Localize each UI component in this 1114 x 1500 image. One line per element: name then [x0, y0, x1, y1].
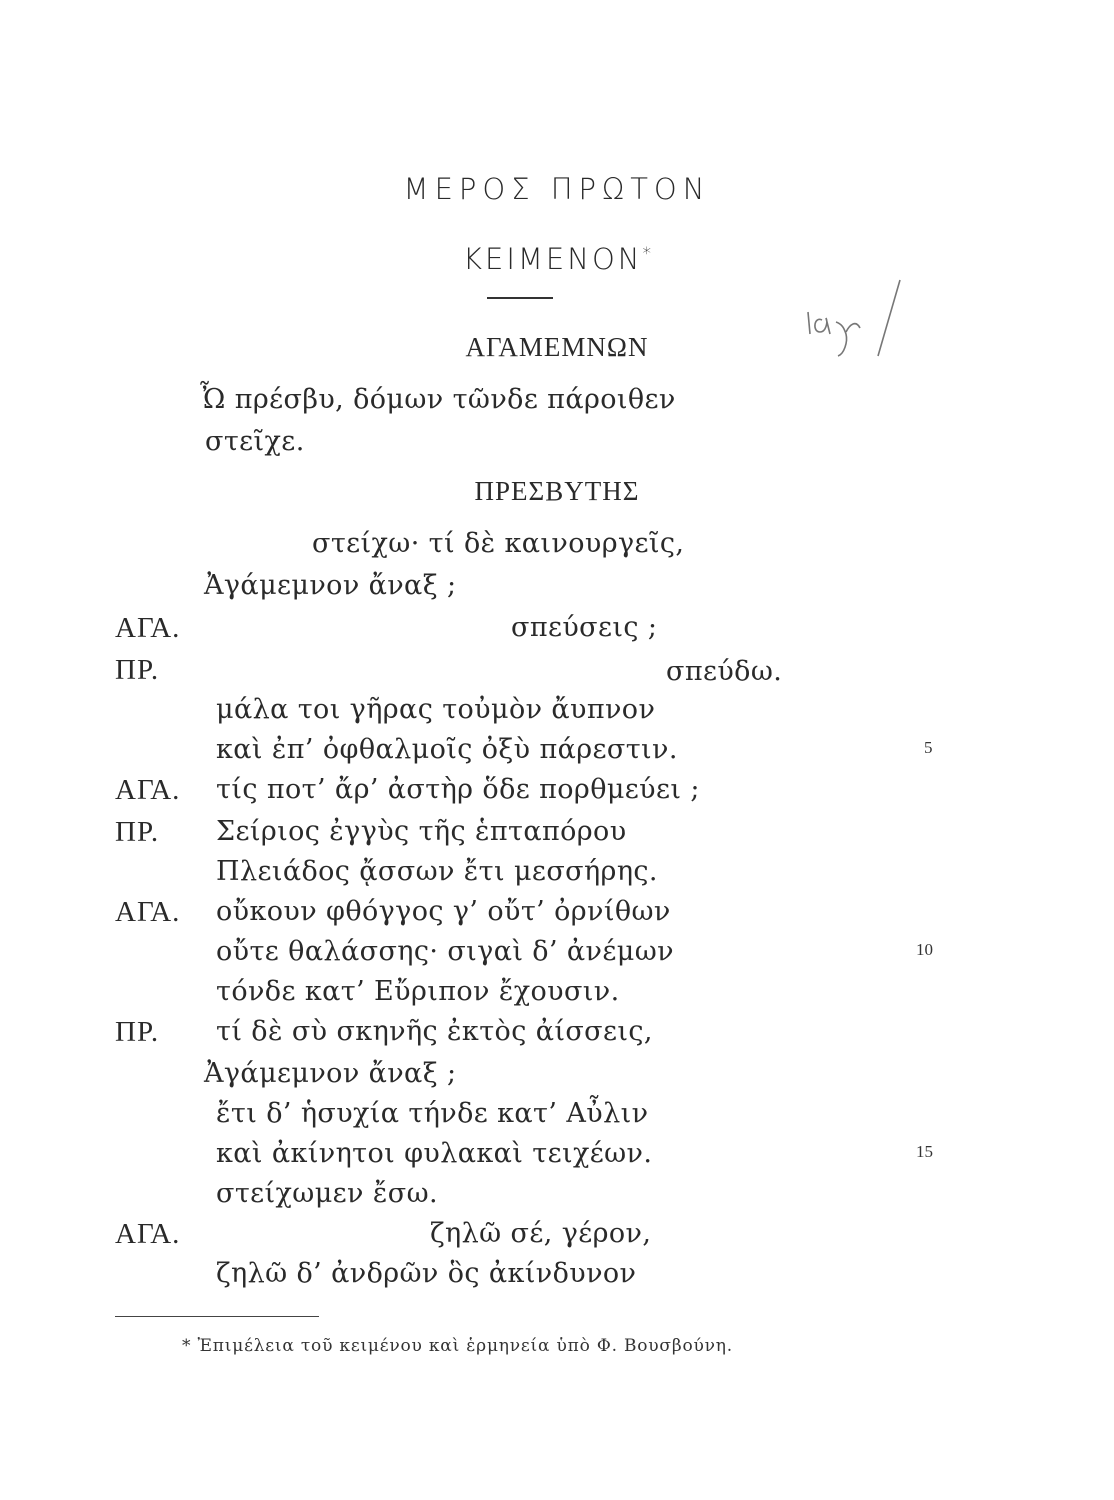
verse-line: τόνδε κατ’ Εὔριπον ἔχουσιν. — [216, 976, 620, 1007]
part-title: ΜΕΡΟΣ ΠΡΩΤΟΝ — [403, 172, 711, 206]
speaker-abbreviation: ΠΡ. — [115, 1016, 160, 1048]
verse-line: καὶ ἀκίνητοι φυλακαὶ τειχέων. — [216, 1138, 653, 1169]
verse-line: Ἀγάμεμνον ἄναξ ; — [204, 1058, 457, 1089]
footnote: * Ἐπιμέλεια τοῦ κειμένου καὶ ἑρμηνεία ὑπὸ Φ. Βουσβούνη. — [182, 1336, 733, 1356]
verse-line: τίς ποτ’ ἄρ’ ἀστὴρ ὅδε πορθμεύει ; — [216, 774, 700, 805]
speaker-agamemnon: ΑΓΑΜΕΜΝΩΝ — [465, 332, 649, 362]
line-number: 15 — [916, 1142, 933, 1161]
section-title — [0, 242, 1114, 276]
line-number: 5 — [924, 738, 933, 757]
speaker-presbytis: ΠΡΕΣΒΥΤΗΣ — [474, 476, 640, 506]
verse-line: καὶ ἐπ’ ὀφθαλμοῖς ὀξὺ πάρεστιν. — [216, 734, 678, 765]
footnote-marker: * — [642, 244, 651, 264]
verse-line: ἔτι δ’ ἡσυχία τήνδε κατ’ Αὖλιν — [216, 1098, 649, 1129]
verse-line: σπεύσεις ; — [511, 612, 658, 643]
verse-line: Ἀγάμεμνον ἄναξ ; — [204, 570, 457, 601]
verse-line: στείχωμεν ἔσω. — [216, 1178, 438, 1209]
speaker-abbreviation: ΑΓΑ. — [115, 612, 181, 644]
verse-line: οὔκουν φθόγγος γ’ οὔτ’ ὀρνίθων — [216, 896, 671, 927]
verse-line: Σείριος ἐγγὺς τῆς ἑπταπόρου — [216, 816, 627, 847]
verse-line: Πλειάδος ᾄσσων ἔτι μεσσήρης. — [216, 856, 658, 887]
speaker-abbreviation: ΠΡ. — [115, 654, 160, 686]
section-title-text: ΚΕΙΜΕΝΟΝ — [463, 242, 643, 276]
verse-line: ζηλῶ δ’ ἀνδρῶν ὃς ἀκίνδυνον — [216, 1258, 637, 1289]
verse-line: σπεύδω. — [666, 656, 783, 687]
title-divider — [487, 297, 553, 299]
verse-line: τί δὲ σὺ σκηνῆς ἐκτὸς ἀίσσεις, — [216, 1016, 653, 1047]
speaker-abbreviation: ΑΓΑ. — [115, 1218, 181, 1250]
line-number: 10 — [916, 940, 933, 959]
verse-line: στεῖχε. — [205, 426, 305, 457]
speaker-abbreviation: ΑΓΑ. — [115, 774, 181, 806]
speaker-abbreviation: ΑΓΑ. — [115, 896, 181, 928]
footnote-divider — [115, 1316, 319, 1317]
verse-line: οὔτε θαλάσσης· σιγαὶ δ’ ἀνέμων — [216, 936, 674, 967]
verse-line: Ὦ πρέσβυ, δόμων τῶνδε πάροιθεν — [200, 384, 676, 415]
verse-line: στείχω· τί δὲ καινουργεῖς, — [312, 528, 685, 559]
speaker-abbreviation: ΠΡ. — [115, 816, 160, 848]
verse-line: ζηλῶ σέ, γέρον, — [430, 1218, 652, 1249]
verse-line: μάλα τοι γῆρας τοὐμὸν ἄυπνον — [216, 694, 656, 725]
